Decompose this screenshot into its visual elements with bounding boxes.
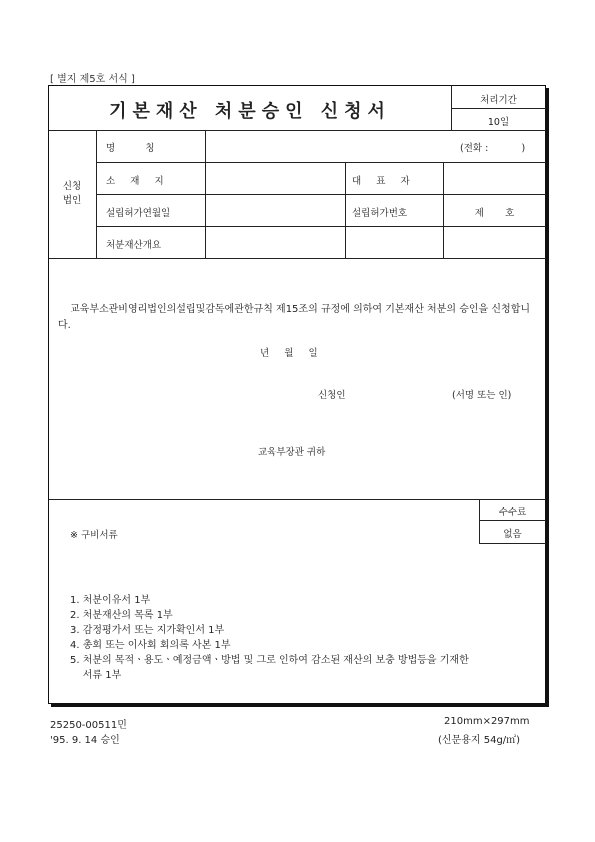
- signature-label: (서명 또는 인): [452, 390, 512, 401]
- property-summary-label: 처분재산개요: [106, 240, 162, 251]
- fee-value: 없음: [503, 529, 522, 540]
- name-label: 명 칭: [106, 143, 155, 154]
- divider: [49, 499, 546, 500]
- applicant-group-label: 신청 법인: [62, 181, 82, 206]
- divider: [451, 108, 546, 109]
- list-item: 서류 1부: [70, 670, 122, 681]
- form-number-label: [ 별지 제5호 서식 ]: [50, 74, 135, 85]
- list-item: 2. 처분재산의 목록 1부: [70, 610, 173, 621]
- applicant-label: 신청인: [318, 390, 346, 401]
- frame-shadow-bottom: [51, 704, 549, 707]
- paper-size: 210mm×297mm: [444, 716, 530, 727]
- list-item: 3. 감정평가서 또는 지가확인서 1부: [70, 625, 225, 636]
- form-title: 기본재산 처분승인 신청서: [109, 101, 391, 122]
- address-label: 소 재 지: [106, 176, 164, 187]
- application-statement: 교육부소관비영리법인의설립및감독에관한규칙 제15조의 규정에 의하여 기본재산 처분의 승인을 신청합니다.: [58, 304, 531, 331]
- divider: [345, 162, 346, 258]
- divider: [96, 226, 546, 227]
- list-item: 5. 처분의 목적ㆍ용도ㆍ예정금액ㆍ방법 및 그로 인하여 감소된 재산의 보충 방법등을 기재한: [70, 655, 469, 666]
- list-item: 4. 총회 또는 이사회 회의록 사본 1부: [70, 640, 231, 651]
- divider: [96, 162, 546, 163]
- processing-period-label: 처리기간: [480, 95, 517, 106]
- fee-label: 수수료: [498, 507, 527, 518]
- divider: [479, 520, 546, 521]
- form-code: 25250-00511민: [50, 720, 127, 731]
- permit-number-label: 설립허가번호: [352, 208, 408, 219]
- paper-type: (신문용지 54g/㎡): [438, 735, 521, 746]
- representative-label: 대 표 자: [352, 176, 410, 187]
- divider: [49, 258, 546, 259]
- documents-list: [70, 593, 469, 683]
- frame-shadow-right: [546, 88, 549, 707]
- divider: [49, 130, 546, 131]
- permit-date-label: 설립허가연월일: [106, 208, 171, 219]
- addressee: 교육부장관 귀하: [258, 447, 326, 458]
- phone-label: (전화 : ): [460, 143, 526, 154]
- date-line: 년 월 일: [260, 348, 318, 359]
- divider: [96, 194, 546, 195]
- permit-number-value: 제 호: [474, 208, 515, 219]
- approval-date: '95. 9. 14 승인: [50, 735, 120, 746]
- processing-period-value: 10일: [487, 117, 510, 128]
- documents-heading: ※ 구비서류: [70, 530, 118, 541]
- list-item: 1. 처분이유서 1부: [70, 595, 151, 606]
